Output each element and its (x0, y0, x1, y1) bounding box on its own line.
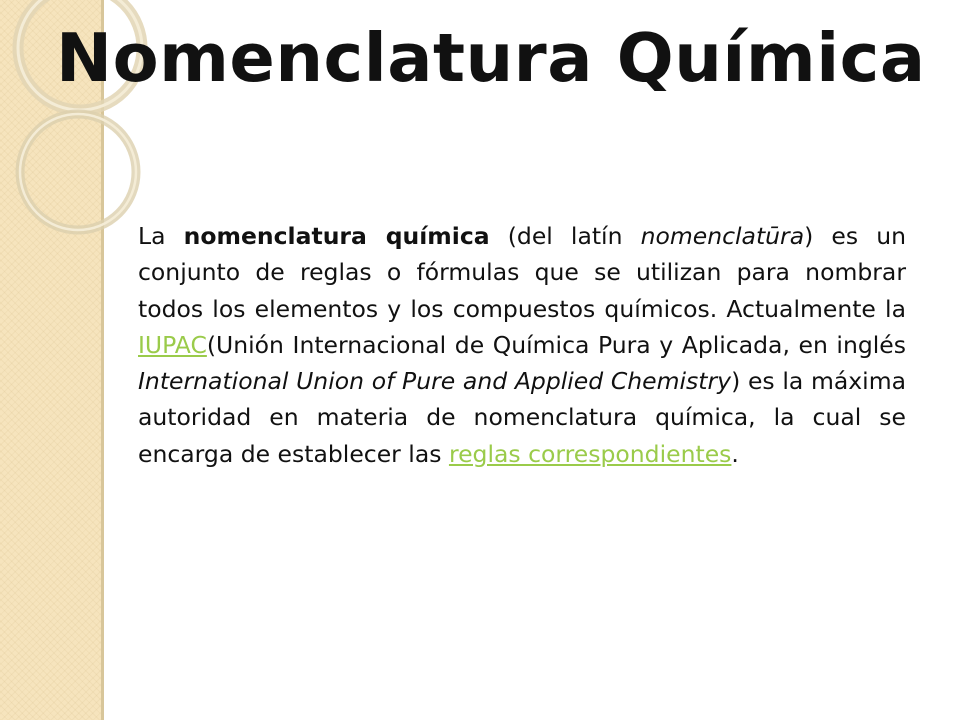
text-segment: (del latín (489, 222, 641, 250)
text-segment: La (138, 222, 184, 250)
text-segment: (Unión Internacional de Química Pura y Aplicada, en inglés (206, 330, 906, 359)
iupac-link[interactable]: IUPAC (138, 330, 207, 359)
slide-title: Nomenclatura Química (56, 19, 926, 97)
body-paragraph (138, 218, 906, 472)
italic-term: nomenclatūra (640, 222, 805, 250)
text-segment: ) es un conjunto de reglas o fórmulas que se utilizan para nombrar todos los elementos y los compuestos químicos. Actualmente la (138, 222, 906, 323)
bold-term: nomenclatura química (183, 222, 490, 250)
rules-link[interactable]: reglas correspondientes (448, 439, 732, 468)
italic-term: International Union of Pure and Applied Chemistry (138, 367, 732, 396)
text-segment: ) es la máxima autoridad en materia de nomenclatura química, la cual se encarga de establecer las (138, 367, 906, 468)
text-segment: . (731, 439, 739, 468)
